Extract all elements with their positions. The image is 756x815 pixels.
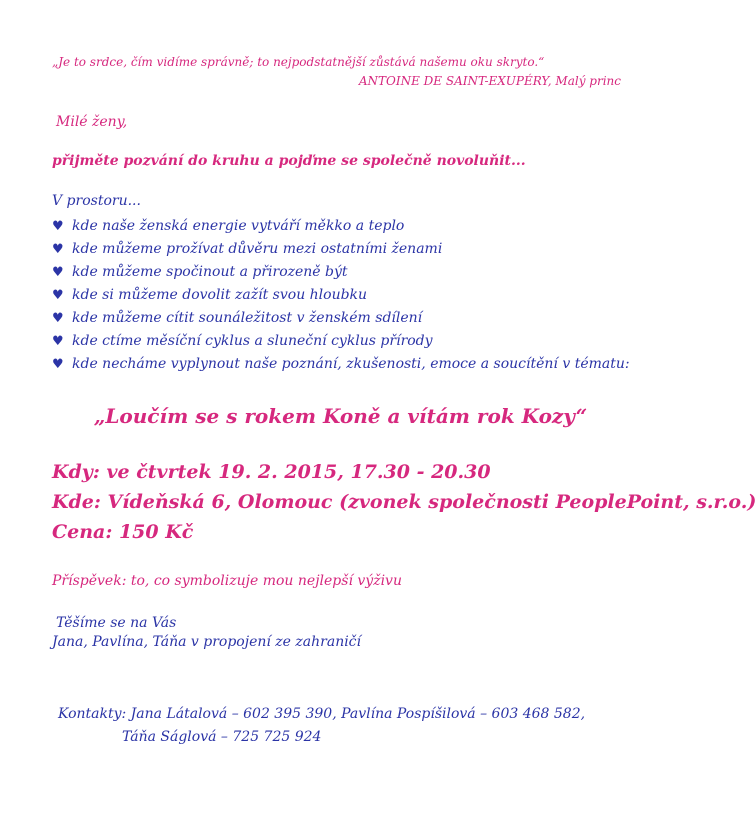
invitation: přijměte pozvání do kruhu a pojďme se společně novoluňit... (52, 153, 526, 169)
closing-signature: Jana, Pavlína, Táňa v propojení ze zahraničí (52, 634, 362, 650)
space-intro: V prostoru... (52, 193, 141, 209)
bullet-list (52, 216, 630, 377)
heart-icon: ♥ (52, 311, 64, 326)
heart-icon: ♥ (52, 219, 64, 234)
event-theme: „Loučím se s rokem Koně a vítám rok Kozy“ (93, 404, 588, 428)
event-price: Cena: 150 Kč (52, 521, 194, 543)
heart-icon: ♥ (52, 357, 64, 372)
quote-text: „Je to srdce, čím vidíme správně; to nejpodstatnější zůstává našemu oku skryto.“ (52, 55, 545, 69)
bullet-text: kde můžeme cítit sounáležitost v ženském sdílení (72, 310, 423, 326)
bullet-item (52, 239, 630, 262)
greeting: Milé ženy, (56, 114, 128, 130)
bullet-text: kde můžeme prožívat důvěru mezi ostatními ženami (72, 241, 443, 257)
bullet-text: kde můžeme spočinout a přirozeně být (72, 264, 348, 280)
bullet-item (52, 285, 630, 308)
bullet-item (52, 354, 630, 377)
bullet-text: kde si můžeme dovolit zažít svou hloubku (72, 287, 368, 303)
closing-line-1: Těšíme se na Vás (56, 615, 177, 631)
bullet-text: kde naše ženská energie vytváří měkko a teplo (72, 218, 405, 234)
bullet-item (52, 308, 630, 331)
contacts-line-1: Kontakty: Jana Látalová – 602 395 390, Pavlína Pospíšilová – 603 468 582, (58, 706, 586, 722)
quote-author: ANTOINE DE SAINT-EXUPÉRY, Malý princ (358, 74, 621, 88)
bullet-text: kde necháme vyplynout naše poznání, zkušenosti, emoce a soucítění v tématu: (72, 356, 630, 372)
heart-icon: ♥ (52, 288, 64, 303)
bullet-item (52, 262, 630, 285)
heart-icon: ♥ (52, 242, 64, 257)
contacts-line-2: Táňa Ságlová – 725 725 924 (122, 729, 322, 745)
bullet-text: kde ctíme měsíční cyklus a sluneční cyklus přírody (72, 333, 433, 349)
bullet-item (52, 216, 630, 239)
heart-icon: ♥ (52, 334, 64, 349)
event-when: Kdy: ve čtvrtek 19. 2. 2015, 17.30 - 20.30 (52, 461, 491, 483)
contribution-note: Příspěvek: to, co symbolizuje mou nejlepší výživu (52, 573, 402, 589)
bullet-item (52, 331, 630, 354)
heart-icon: ♥ (52, 265, 64, 280)
event-where: Kde: Vídeňská 6, Olomouc (zvonek společnosti PeoplePoint, s.r.o.) (52, 491, 756, 513)
